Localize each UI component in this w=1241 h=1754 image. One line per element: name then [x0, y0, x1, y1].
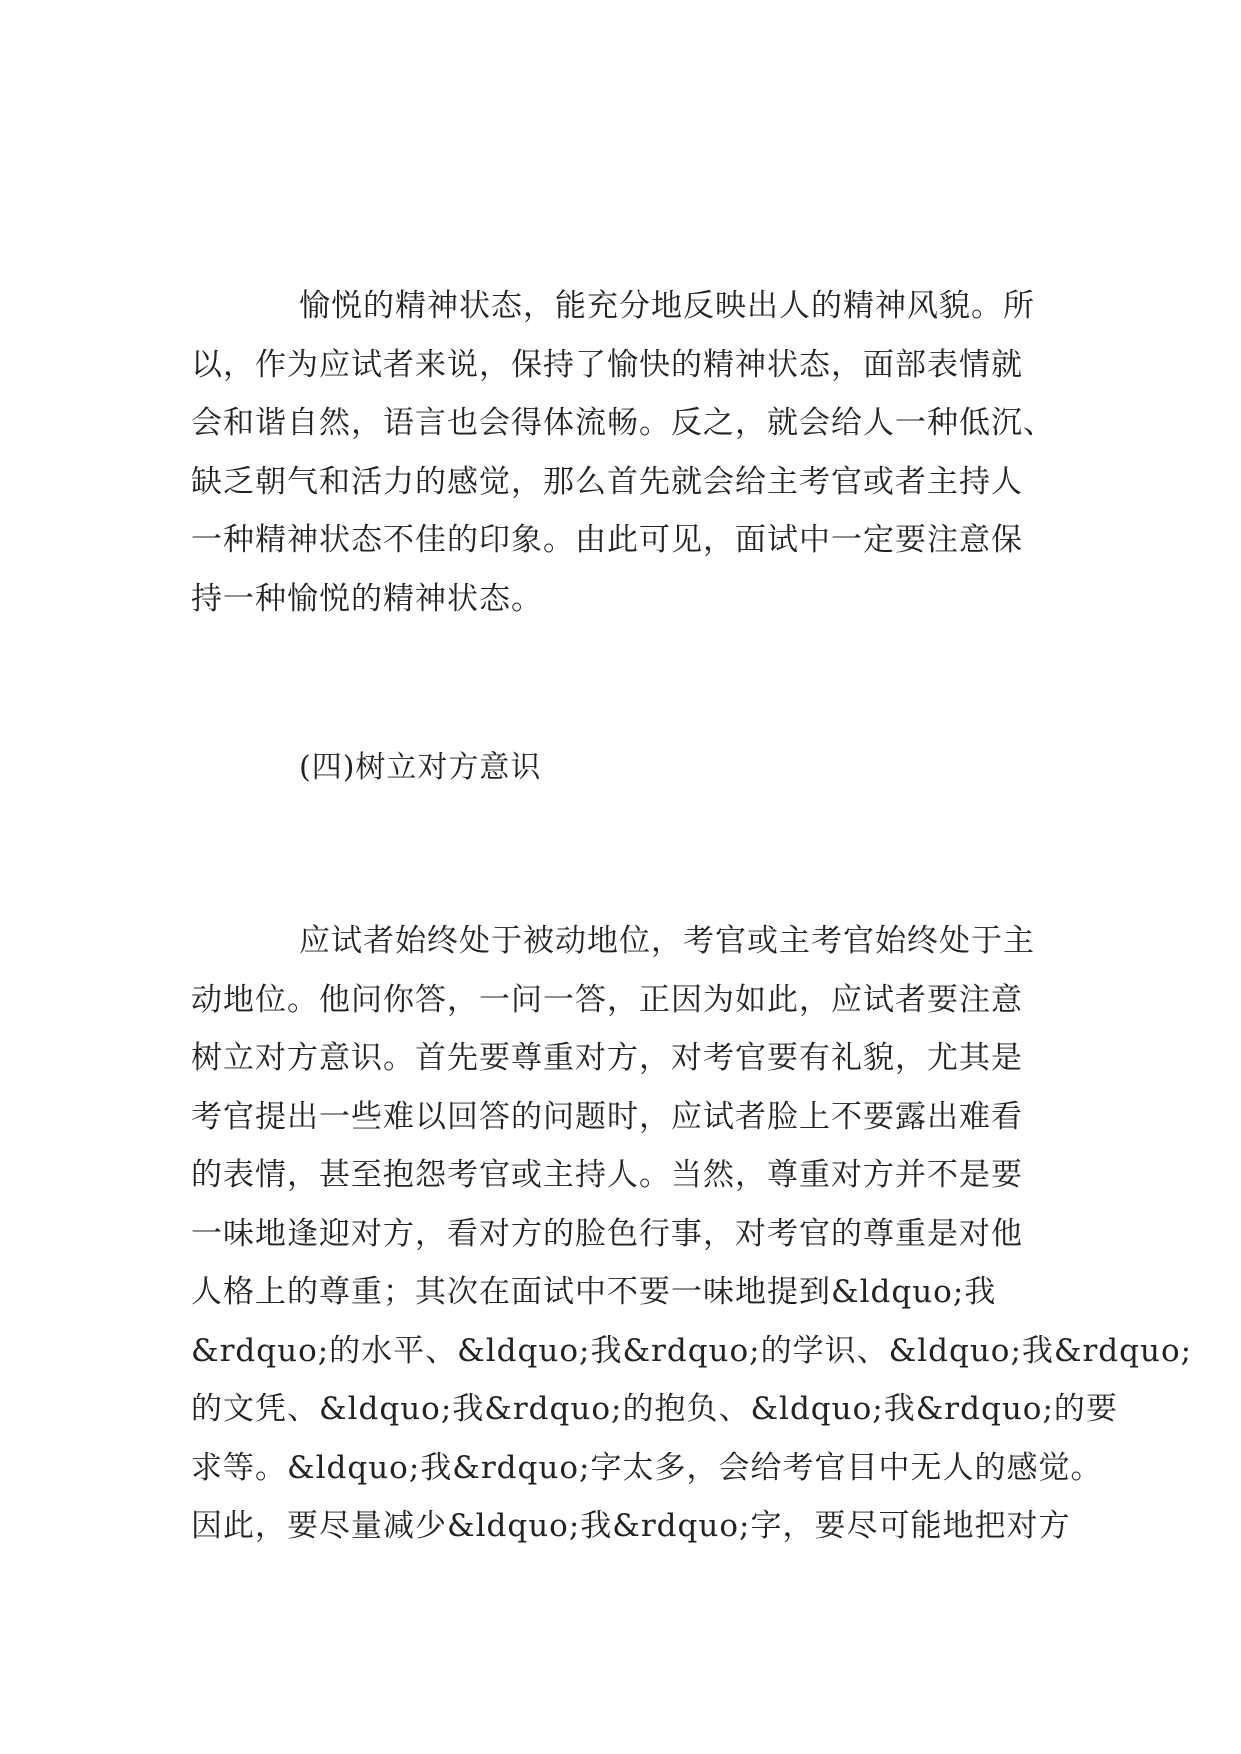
paragraph-line: 愉悦的精神状态，能充分地反映出人的精神风貌。所	[299, 288, 1035, 324]
paragraph-line: 会和谐自然，语言也会得体流畅。反之，就会给人一种低沉、	[191, 405, 1055, 441]
paragraph-line: 的文凭、&ldquo;我&rdquo;的抱负、&ldquo;我&rdquo;的要	[191, 1391, 1118, 1427]
paragraph-line: 缺乏朝气和活力的感觉，那么首先就会给主考官或者主持人	[191, 463, 1023, 500]
paragraph-line: 因此，要尽量减少&ldquo;我&rdquo;字，要尽可能地把对方	[191, 1508, 1071, 1544]
paragraph-line: 的表情，甚至抱怨考官或主持人。当然，尊重对方并不是要	[191, 1157, 1023, 1193]
paragraph-line: 持一种愉悦的精神状态。	[191, 580, 543, 617]
paragraph-line: 一种精神状态不佳的印象。由此可见，面试中一定要注意保	[191, 522, 1023, 558]
paragraph-line: &rdquo;的水平、&ldquo;我&rdquo;的学识、&ldquo;我&rdquo;	[191, 1332, 1193, 1369]
paragraph-line: 动地位。他问你答，一问一答，正因为如此，应试者要注意	[191, 981, 1023, 1018]
paragraph-line: 应试者始终处于被动地位，考官或主考官始终处于主	[299, 923, 1035, 959]
paragraph-line: 一味地逢迎对方，看对方的脸色行事，对考官的尊重是对他	[191, 1215, 1023, 1252]
paragraph-line: 树立对方意识。首先要尊重对方，对考官要有礼貌，尤其是	[191, 1040, 1023, 1076]
paragraph-line: 以，作为应试者来说，保持了愉快的精神状态，面部表情就	[191, 346, 1023, 383]
paragraph-spirit-state	[191, 277, 1055, 628]
paragraph-line: 求等。&ldquo;我&rdquo;字太多，会给考官目中无人的感觉。	[191, 1449, 1103, 1486]
section-heading: (四)树立对方意识	[299, 750, 542, 785]
paragraph-line: 考官提出一些难以回答的问题时，应试者脸上不要露出难看	[191, 1098, 1023, 1135]
paragraph-respect-other-party	[191, 912, 1193, 1556]
paragraph-line: 人格上的尊重；其次在面试中不要一味地提到&ldquo;我	[191, 1274, 997, 1310]
